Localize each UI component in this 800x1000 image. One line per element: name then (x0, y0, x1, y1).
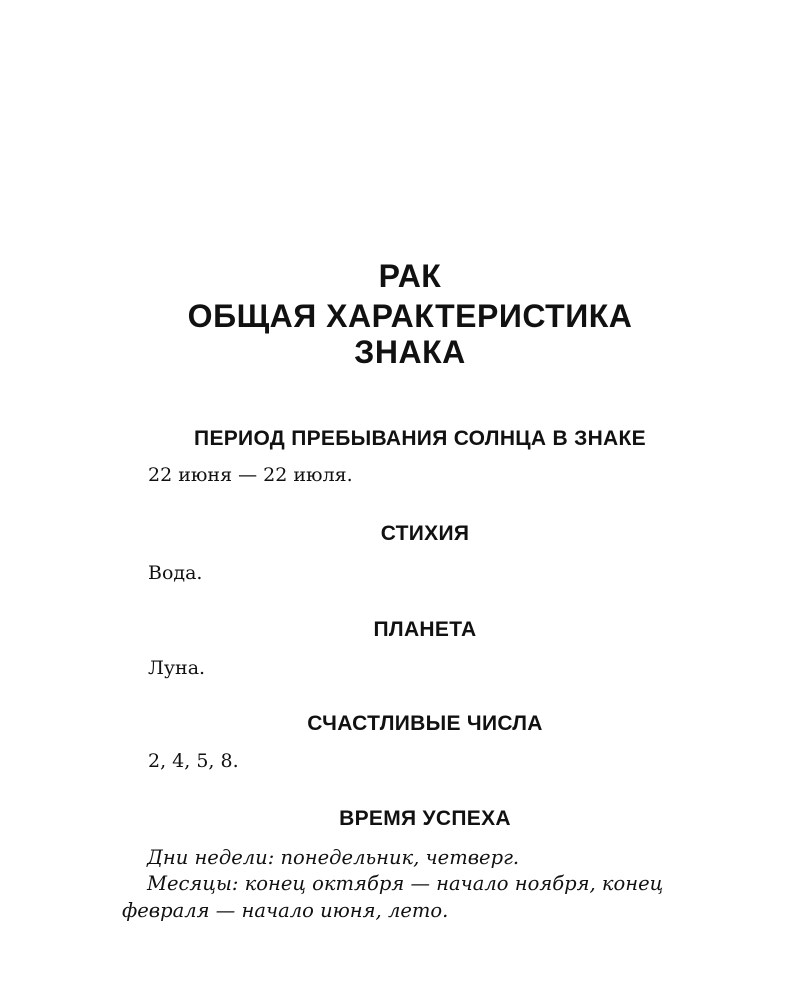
success-months-line-2: февраля — начало июня, лето. (122, 899, 449, 922)
page-title-line-1: РАК (378, 258, 442, 294)
section-text-numbers: 2, 4, 5, 8. (148, 750, 239, 772)
section-heading-numbers: СЧАСТЛИВЫЕ ЧИСЛА (307, 712, 543, 735)
page-title-line-3: ЗНАКА (354, 334, 466, 370)
success-days-line: Дни недели: понедельник, четверг. (147, 846, 520, 869)
section-heading-success: ВРЕМЯ УСПЕХА (339, 807, 511, 830)
section-text-element: Вода. (148, 562, 203, 584)
success-months-line-1: Месяцы: конец октября — начало ноября, конец (147, 872, 664, 895)
section-heading-element: СТИХИЯ (380, 522, 470, 545)
section-text-period: 22 июня — 22 июля. (148, 464, 353, 486)
section-text-planet: Луна. (148, 657, 206, 679)
section-heading-period: ПЕРИОД ПРЕБЫВАНИЯ СОЛНЦА В ЗНАКЕ (194, 427, 646, 450)
section-heading-planet: ПЛАНЕТА (373, 618, 477, 641)
page-title-line-2: ОБЩАЯ ХАРАКТЕРИСТИКА (187, 298, 633, 334)
